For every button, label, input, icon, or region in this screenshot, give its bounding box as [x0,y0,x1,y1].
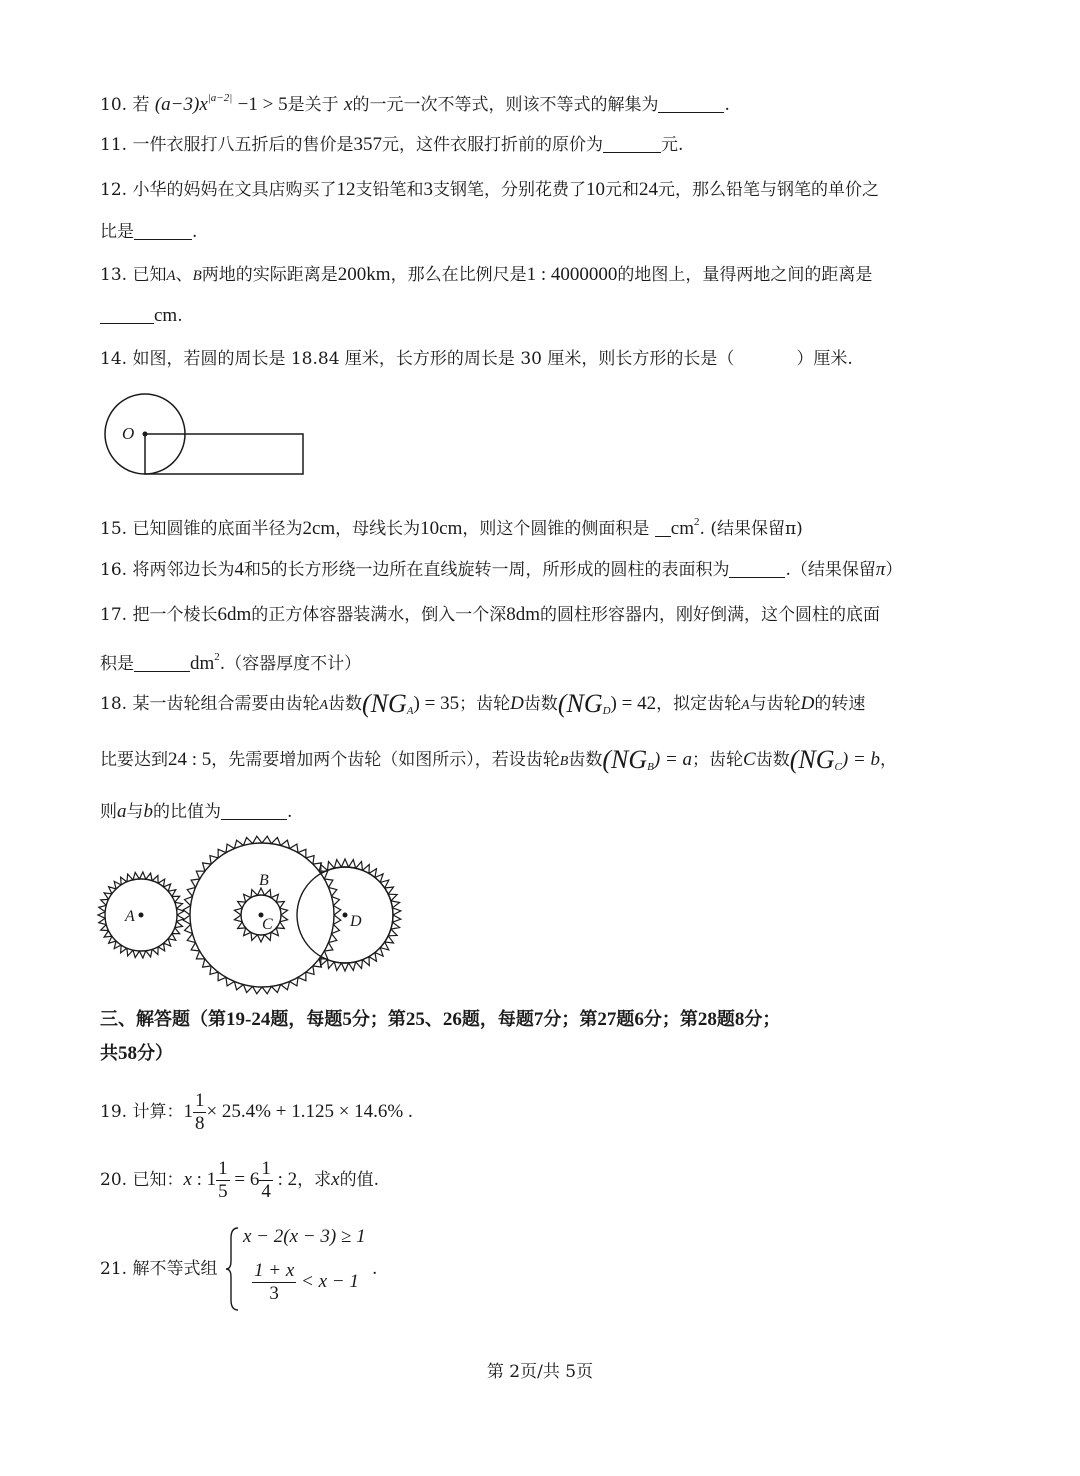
q12-text-5: 元，那么铅笔与钢笔的单价之 [657,180,879,200]
q17-depth: 8dm [506,604,541,625]
q16-side-b: 5 [260,559,271,580]
q13-text-1: 已知 [132,265,167,285]
q18-line2-a: 比要达到 [100,750,168,770]
s3-p3: 6 [634,1009,644,1030]
q13-text-3: ，那么在比例尺是 [390,265,527,285]
question-12-line-2 [100,220,197,244]
q18-line2-f: ， [879,750,897,770]
s3-e: 题，每题 [461,1009,534,1030]
gear-label-a: A [125,908,135,925]
q18-text-5: ，拟定齿轮 [656,694,742,714]
q13-sep: 、 [175,265,193,285]
q18-text-4: 齿数 [523,694,558,714]
q19-fraction-numerator: 1 [194,1090,205,1111]
q10-expr-a: (a−3)x [154,94,208,115]
q11-value: 357 [353,134,382,155]
section-3-heading-line-2 [100,1042,173,1066]
q20-x: x [183,1169,192,1190]
question-12 [100,178,879,202]
q16-note: .（结果保留 [785,560,876,580]
gear-label-b: B [259,872,269,889]
q20-x-2: x [331,1169,340,1190]
q10-end: . [724,95,730,115]
question-18 [100,689,866,723]
q19-fraction-denominator: 8 [194,1113,205,1134]
q10-post: 的一元一次不等式，则该不等式的解集为 [352,95,659,115]
q18-gear-c: C [743,749,756,770]
q21-end: . [372,1259,378,1279]
q18-text-6: 与齿轮 [749,694,801,714]
s3-line2-a: 共 [100,1043,118,1064]
question-17 [100,603,880,627]
q15-radius: 2cm [302,518,336,539]
q20-text-2: 的值. [339,1170,380,1190]
q14-center-dot [143,432,148,437]
q14-label-o: O [122,424,135,443]
question-15 [100,510,803,541]
q12-text-1: 小华的妈妈在文具店购买了 [132,180,337,200]
q17-unit: dm [190,653,215,674]
question-16 [100,558,902,582]
q18-line3-c: 的比值为 [153,802,221,822]
q18-gear-a: A [319,698,329,713]
q15-note: . (结果保留π) [699,519,803,539]
s3-a: 三、解答题（第 [100,1009,226,1030]
question-13-line-2 [100,304,183,328]
q17-line2: 积是 [100,654,134,674]
q18-ngc: (NG [789,745,835,774]
q20-f2-denominator: 4 [261,1181,271,1202]
q12-text-3: 支钢笔，分别花费了 [432,180,586,200]
q12-value-4: 24 [638,179,658,200]
s3-r2: 25 [405,1009,425,1030]
q19-fraction [193,1090,207,1135]
q18-val-a: ) = 35 [413,693,460,714]
q18-ngb: (NG [602,745,648,774]
gear-a-center [139,913,144,918]
question-13 [100,263,872,288]
q18-line2-d: ；齿轮 [692,750,744,770]
q16-text-3: 的长方形绕一边所在直线旋转一周，所形成的圆柱的表面积为 [270,560,730,580]
q17-text-2: 的正方体容器装满水，倒入一个深 [251,605,507,625]
question-11 [100,133,683,157]
q16-pi: π [875,559,886,580]
q13-distance: 200km [337,264,391,285]
question-19 [100,1088,413,1136]
q18-line2-c: 齿数 [568,750,603,770]
q18-number: 18. [100,694,128,714]
q21-end-dot [372,1257,377,1281]
s3-d: 、 [424,1009,443,1030]
q12-number: 12. [100,180,128,200]
q10-number: 10. [100,95,128,115]
q18-nga: (NG [362,689,407,718]
q20-f2-numerator: 1 [261,1158,271,1179]
q18-gear-d-2: D [800,693,815,714]
q20-eq: = 6 [229,1169,260,1190]
q18-line3-a: 则 [100,802,117,822]
s3-h: 分；第 [643,1009,698,1030]
q13-end: . [177,306,183,326]
question-21 [100,1257,217,1281]
q12-text-2: 支铅笔和 [355,180,424,200]
q19-whole: 1 [183,1101,193,1122]
q21-system-row-2 [252,1258,359,1306]
s3-r3: 26 [442,1009,462,1030]
q10-mid: 是关于 [287,95,339,115]
q18-sub-d: D [602,705,611,717]
q20-f1-denominator: 5 [218,1181,228,1202]
q18-answer-blank [221,801,287,820]
question-14 [100,347,853,371]
q18-gear-d: D [510,693,524,714]
q21-label: 解不等式组 [132,1259,218,1279]
q19-label: 计算： [132,1102,184,1122]
q11-pre: 一件衣服打八五折后的售价是 [132,135,354,155]
q12-end: . [192,222,198,242]
q14-figure [100,392,310,482]
q11-number: 11. [100,135,128,155]
q21-fraction-numerator: 1 + x [254,1260,295,1281]
q18-gear-figure [0,825,440,995]
q12-line2: 比是 [100,222,134,242]
q21-brace [224,1226,240,1312]
q10-var: x [344,94,353,115]
q18-var-a: a [117,801,127,822]
q13-text-2: 两地的实际距离是 [201,265,338,285]
q21-number: 21. [100,1259,128,1279]
q13-point-b: B [192,268,202,284]
q16-text-2: 和 [243,560,261,580]
q18-end: . [287,802,293,822]
q17-number: 17. [100,605,128,625]
q20-fraction-1 [216,1158,230,1203]
s3-j: 分； [744,1009,781,1030]
question-18-line-3 [100,800,292,824]
q11-mid: 元，这件衣服打折前的原价为 [381,135,603,155]
q18-val-c: ) = b [841,749,880,770]
q17-exp: 2 [214,651,220,663]
s3-r1: 19-24 [226,1009,271,1030]
q16-text-1: 将两邻边长为 [132,560,235,580]
q17-edge: 6dm [217,604,252,625]
q10-expr-b: −1 > 5 [237,94,288,115]
s3-c: 分；第 [351,1009,406,1030]
q18-var-b: b [143,801,153,822]
s3-line2-b: 分） [137,1043,173,1064]
q18-ratio: 24 : 5 [168,749,212,770]
q15-exp: 2 [694,516,700,528]
s3-f: 分；第 [543,1009,598,1030]
q17-answer-blank [134,653,190,672]
q17-note: .（容器厚度不计） [219,654,362,674]
q12-text-4: 元和 [604,180,639,200]
q18-val-d: ) = 42 [610,693,657,714]
q14-text: 如图，若圆的周长是 18.84 厘米，长方形的周长是 30 厘米，则长方形的长是（ [132,349,735,369]
q10-answer-blank [658,94,724,113]
q20-colon-2: : 2 [272,1169,298,1190]
q13-text-4: 的地图上，量得两地之间的距离是 [617,265,873,285]
q10-pre: 若 [132,95,150,115]
q21-row-1: x − 2(x − 3) ≥ 1 [243,1226,366,1247]
q14-number: 14. [100,349,128,369]
q16-close: ） [885,560,903,580]
q13-point-a: A [166,268,176,284]
s3-total: 58 [118,1043,137,1064]
gear-d-center [343,913,348,918]
q11-answer-blank [603,134,661,153]
gear-label-d: D [350,913,362,930]
q11-end: 元. [660,135,684,155]
q18-text-3: ；齿轮 [459,694,511,714]
q18-gear-a-2: A [741,698,750,713]
q18-line3-b: 与 [126,802,144,822]
gear-label-c: C [262,916,273,933]
question-18-line-2 [100,745,897,779]
q20-fraction-2 [259,1158,273,1203]
q12-value-2: 3 [423,179,433,200]
q15-text-2: ，母线长为 [335,519,421,539]
q15-answer-blank [655,518,671,537]
s3-b: 题，每题 [270,1009,343,1030]
section-3-heading [100,1008,780,1032]
q12-value-3: 10 [585,179,605,200]
q18-text-7: 的转速 [814,694,866,714]
q21-fraction-denominator: 3 [269,1283,279,1304]
q18-sub-c: C [834,761,842,773]
q15-slant: 10cm [420,518,463,539]
q18-sub-a: A [406,705,414,717]
q21-system-row-1 [243,1225,366,1249]
question-17-line-2 [100,645,361,676]
s3-r4: 27 [597,1009,617,1030]
q13-number: 13. [100,265,128,285]
q15-unit: cm [670,518,695,539]
q17-text-1: 把一个棱长 [132,605,218,625]
q16-answer-blank [729,559,785,578]
q20-colon-1: : 1 [191,1169,217,1190]
q18-sub-b: B [647,761,654,773]
q20-label: 已知： [132,1170,184,1190]
s3-g: 题 [616,1009,635,1030]
q17-text-3: 的圆柱形容器内，刚好倒满，这个圆柱的底面 [540,605,881,625]
q15-text-3: ，则这个圆锥的侧面积是 [462,519,650,539]
q18-line2-e: 齿数 [755,750,790,770]
q21-row-2-rest: < x − 1 [296,1271,359,1292]
q19-rest: × 25.4% + 1.125 × 14.6% . [206,1101,413,1122]
q18-val-b: ) = a [653,749,693,770]
q16-side-a: 4 [234,559,244,580]
q12-answer-blank [134,221,192,240]
q12-value-1: 12 [336,179,356,200]
q18-gear-b: B [559,754,569,769]
q18-text-2: 齿数 [328,694,363,714]
s3-p1: 5 [342,1009,352,1030]
q20-text-1: ，求 [297,1170,332,1190]
q14-rectangle [145,434,303,474]
q13-answer-blank [100,305,154,324]
q19-number: 19. [100,1102,128,1122]
page-footer: 第 2页/共 5页 [486,1362,594,1382]
q13-scale: 1 : 4000000 [526,264,618,285]
q20-number: 20. [100,1170,128,1190]
q15-number: 15. [100,519,128,539]
q21-fraction [252,1260,296,1305]
s3-i: 题 [716,1009,735,1030]
q18-line2-b: ，先需要增加两个齿轮（如图所示），若设齿轮 [211,750,560,770]
s3-p2: 7 [533,1009,544,1030]
question-10 [100,86,730,117]
q18-ngd: (NG [557,689,603,718]
q13-unit: cm [154,305,178,326]
q10-expr-sup: |a−2| [207,92,233,104]
q20-f1-numerator: 1 [218,1158,228,1179]
q16-number: 16. [100,560,128,580]
s3-p4: 8 [734,1009,745,1030]
q18-text-1: 某一齿轮组合需要由齿轮 [132,694,320,714]
s3-r5: 28 [697,1009,717,1030]
q14-end: ）厘米. [796,349,853,369]
q15-text-1: 已知圆锥的底面半径为 [132,519,303,539]
question-20 [100,1156,379,1204]
